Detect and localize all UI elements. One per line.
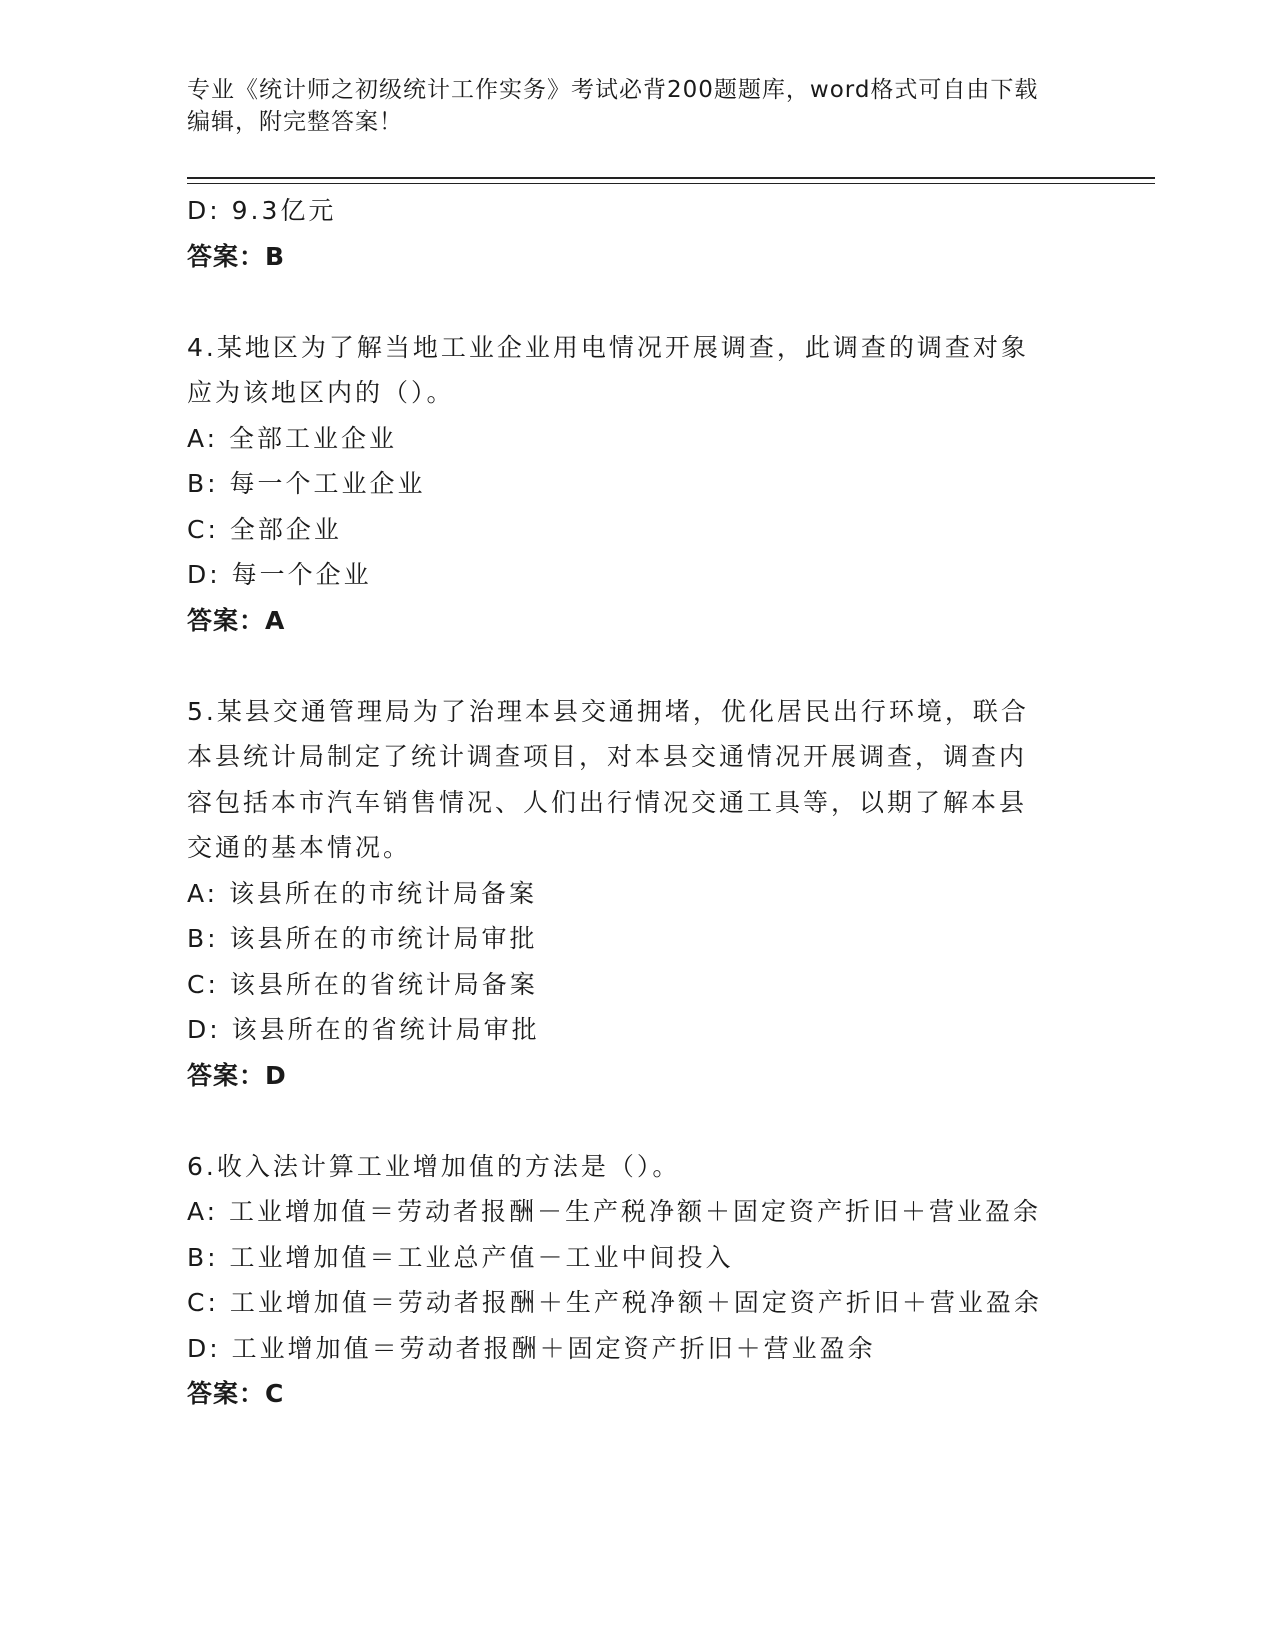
question-stem: 容包括本市汽车销售情况、人们出行情况交通工具等，以期了解本县 xyxy=(187,787,1028,817)
option-b: B: 工业增加值＝工业总产值－工业中间投入 xyxy=(187,1242,734,1272)
question-stem: 应为该地区内的（）。 xyxy=(187,378,455,407)
header-line-1: 专业《统计师之初级统计工作实务》考试必背200题题库，word格式可自由下载 xyxy=(187,77,1039,103)
option-a: A: 工业增加值＝劳动者报酬－生产税净额＋固定资产折旧＋营业盈余 xyxy=(187,1197,1042,1226)
option-a: A: 该县所在的市统计局备案 xyxy=(187,878,538,908)
question-stem: 5.某县交通管理局为了治理本县交通拥堵，优化居民出行环境，联合 xyxy=(187,696,1029,726)
question-4 xyxy=(187,325,1087,644)
question-stem: 6.收入法计算工业增加值的方法是（）。 xyxy=(187,1151,681,1181)
option-d: D: 每一个企业 xyxy=(187,560,372,589)
option-c: C: 该县所在的省统计局备案 xyxy=(187,969,538,999)
option-a: A: 全部工业企业 xyxy=(187,423,398,453)
answer-line: 答案：D xyxy=(187,1060,287,1090)
option-d: D: 9.3亿元 xyxy=(187,196,337,225)
spacer xyxy=(187,1098,1087,1144)
option-d: D: 工业增加值＝劳动者报酬＋固定资产折旧＋营业盈余 xyxy=(187,1333,876,1363)
header-line-2: 编辑，附完整答案！ xyxy=(187,109,403,135)
document-header xyxy=(187,74,1087,138)
option-d: D: 该县所在的省统计局审批 xyxy=(187,1015,540,1044)
answer-line: 答案：A xyxy=(187,605,286,635)
question-6 xyxy=(187,1144,1087,1417)
question-5 xyxy=(187,689,1087,1099)
option-c: C: 全部企业 xyxy=(187,514,342,544)
option-c: C: 工业增加值＝劳动者报酬＋生产税净额＋固定资产折旧＋营业盈余 xyxy=(187,1288,1042,1317)
option-b: B: 每一个工业企业 xyxy=(187,469,426,498)
answer-line: 答案：C xyxy=(187,1379,285,1408)
previous-question-tail xyxy=(187,188,1087,279)
answer-line: 答案：B xyxy=(187,241,286,271)
question-stem: 本县统计局制定了统计调查项目，对本县交通情况开展调查，调查内 xyxy=(187,742,1028,771)
header-divider-thin xyxy=(187,183,1155,184)
spacer xyxy=(187,279,1087,325)
question-stem: 4.某地区为了解当地工业企业用电情况开展调查，此调查的调查对象 xyxy=(187,332,1029,362)
header-divider-thick xyxy=(187,177,1155,179)
option-b: B: 该县所在的市统计局审批 xyxy=(187,924,538,953)
spacer xyxy=(187,643,1087,689)
question-content xyxy=(187,188,1087,1417)
question-stem: 交通的基本情况。 xyxy=(187,833,412,862)
